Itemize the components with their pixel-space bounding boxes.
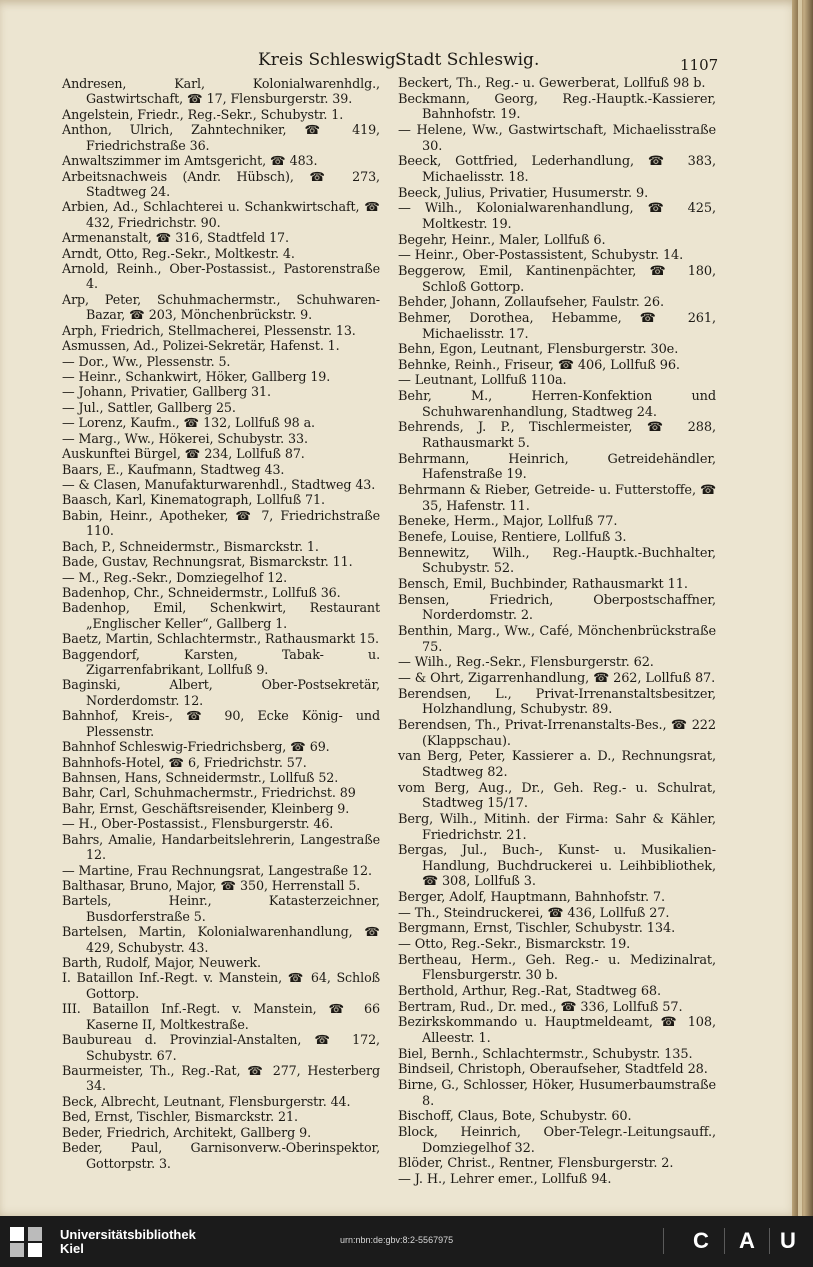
directory-entry: Berendsen, L., Privat-Irrenanstaltsbesitzer, Holzhandlung, Schubystr. 89. <box>398 686 716 718</box>
directory-entry: Behn, Egon, Leutnant, Flensburgerstr. 30e. <box>398 342 679 358</box>
directory-entry: Benefe, Louise, Rentiere, Lollfuß 3. <box>398 530 627 546</box>
library-name[interactable] <box>60 1228 196 1256</box>
book-edge-highlight <box>798 0 802 1216</box>
directory-entry: — Martine, Frau Rechnungsrat, Langestraße 12. <box>62 862 372 878</box>
directory-entry: Birne, G., Schlosser, Höker, Husumerbaumstraße 8. <box>398 1078 716 1109</box>
directory-entry: I. Bataillon Inf.-Regt. v. Manstein, ☎ 64, Schloß Gottorp. <box>62 970 380 1001</box>
library-name-line2: Kiel <box>60 1241 84 1256</box>
directory-entry: Behder, Johann, Zollaufseher, Faulstr. 26. <box>398 295 664 311</box>
directory-entry: Angelstein, Friedr., Reg.-Sekr., Schubystr. 1. <box>62 106 344 122</box>
directory-entry: Bahnhofs-Hotel, ☎ 6, Friedrichstr. 57. <box>62 754 307 770</box>
directory-entry: — Helene, Ww., Gastwirtschaft, Michaelisstraße 30. <box>398 122 716 154</box>
directory-entry: Auskunftei Bürgel, ☎ 234, Lollfuß 87. <box>62 446 305 462</box>
cau-letter-u[interactable]: U <box>780 1228 796 1253</box>
directory-entry: Asmussen, Ad., Polizei-Sekretär, Hafenst. 1. <box>62 338 340 354</box>
library-name-line1: Universitätsbibliothek <box>60 1227 196 1242</box>
directory-entry: Bartels, Heinr., Katasterzeichner, Busdorferstraße 5. <box>62 893 380 924</box>
directory-entry: Behrmann & Rieber, Getreide- u. Futterstoffe, ☎ 35, Hafenstr. 11. <box>398 483 716 514</box>
directory-entry: Baars, E., Kaufmann, Stadtweg 43. <box>62 461 285 477</box>
directory-entry: Beggerow, Emil, Kantinenpächter, ☎ 180, Schloß Gottorp. <box>398 263 716 295</box>
directory-entry: Baasch, Karl, Kinematograph, Lollfuß 71. <box>62 492 325 508</box>
directory-entry: Bindseil, Christoph, Oberaufseher, Stadtfeld 28. <box>398 1062 708 1078</box>
directory-entry: Biel, Bernh., Schlachtermstr., Schubystr. 135. <box>398 1046 693 1062</box>
directory-entry: Bed, Ernst, Tischler, Bismarckstr. 21. <box>62 1109 298 1125</box>
directory-entry: Bahrs, Amalie, Handarbeitslehrerin, Langestraße 12. <box>62 831 380 863</box>
directory-entry: — Leutnant, Lollfuß 110a. <box>398 373 567 389</box>
directory-entry: Begehr, Heinr., Maler, Lollfuß 6. <box>398 232 606 248</box>
directory-entry: Behmer, Dorothea, Hebamme, ☎ 261, Michaelisstr. 17. <box>398 310 716 342</box>
directory-entry: Arnold, Reinh., Ober-Postassist., Pastorenstraße 4. <box>62 261 380 292</box>
directory-entry: — Dor., Ww., Plessenstr. 5. <box>62 353 231 369</box>
library-logo-icon <box>10 1227 42 1257</box>
directory-entry: Bergas, Jul., Buch-, Kunst- u. Musikalien-Handlung, Buchdruckerei u. Leihbibliothek, ☎ 308, Lollfuß 3. <box>398 843 716 890</box>
directory-entry: Bertram, Rud., Dr. med., ☎ 336, Lollfuß 57. <box>398 999 683 1015</box>
directory-entry: Arph, Friedrich, Stellmacherei, Plessenstr. 13. <box>62 322 356 338</box>
directory-entry: Babin, Heinr., Apotheker, ☎ 7, Friedrichstraße 110. <box>62 507 380 539</box>
directory-entry: — Wilh., Reg.-Sekr., Flensburgerstr. 62. <box>398 655 654 671</box>
cau-divider <box>724 1228 725 1254</box>
directory-entry: — H., Ober-Postassist., Flensburgerstr. 46. <box>62 816 334 832</box>
directory-entry: — & Ohrt, Zigarrenhandlung, ☎ 262, Lollfuß 87. <box>398 670 716 686</box>
directory-entry: — Jul., Sattler, Gallberg 25. <box>62 399 236 415</box>
directory-entry: Beder, Friedrich, Architekt, Gallberg 9. <box>62 1124 312 1140</box>
directory-entry: Baginski, Albert, Ober-Postsekretär, Norderdomstr. 12. <box>62 677 380 708</box>
page-number: 1107 <box>680 56 719 74</box>
cau-divider <box>663 1228 664 1254</box>
directory-entry: Behnke, Reinh., Friseur, ☎ 406, Lollfuß 96. <box>398 357 680 373</box>
book-edge <box>792 0 813 1216</box>
directory-entry: Beneke, Herm., Major, Lollfuß 77. <box>398 514 618 530</box>
directory-entry: Baubureau d. Provinzial-Anstalten, ☎ 172, Schubystr. 67. <box>62 1032 380 1063</box>
directory-entry: Arndt, Otto, Reg.-Sekr., Moltkestr. 4. <box>62 245 295 261</box>
directory-entry: Bezirkskommando u. Hauptmeldeamt, ☎ 108, Alleestr. 1. <box>398 1015 716 1047</box>
directory-entry: Bergmann, Ernst, Tischler, Schubystr. 134. <box>398 921 676 937</box>
directory-entry: Behr, M., Herren-Konfektion und Schuhwarenhandlung, Stadtweg 24. <box>398 389 716 420</box>
directory-entry: Bahnsen, Hans, Schneidermstr., Lollfuß 52. <box>62 769 339 785</box>
directory-entry: Bahnhof Schleswig-Friedrichsberg, ☎ 69. <box>62 739 330 755</box>
directory-entry: III. Bataillon Inf.-Regt. v. Manstein, ☎ 66 Kaserne II, Moltkestraße. <box>62 1001 380 1032</box>
directory-entry: Berg, Wilh., Mitinh. der Firma: Sahr & Kähler, Friedrichstr. 21. <box>398 811 716 843</box>
directory-entry: Bischoff, Claus, Bote, Schubystr. 60. <box>398 1109 632 1125</box>
directory-entry: — Th., Steindruckerei, ☎ 436, Lollfuß 27. <box>398 905 670 921</box>
directory-entry: Baurmeister, Th., Reg.-Rat, ☎ 277, Hesterberg 34. <box>62 1063 380 1094</box>
directory-entry: Beder, Paul, Garnisonverw.-Oberinspektor, Gottorpstr. 3. <box>62 1140 380 1171</box>
directory-entry: Andresen, Karl, Kolonialwarenhdlg., Gastwirtschaft, ☎ 17, Flensburgerstr. 39. <box>62 76 380 107</box>
directory-entry: Benthin, Marg., Ww., Café, Mönchenbrückstraße 75. <box>398 623 716 655</box>
directory-entry: Armenanstalt, ☎ 316, Stadtfeld 17. <box>62 230 289 246</box>
directory-entry: van Berg, Peter, Kassierer a. D., Rechnungsrat, Stadtweg 82. <box>398 749 716 780</box>
directory-entry: Behrends, J. P., Tischlermeister, ☎ 288, Rathausmarkt 5. <box>398 420 716 452</box>
directory-entry: Berthold, Arthur, Reg.-Rat, Stadtweg 68. <box>398 984 662 1000</box>
viewer-footer-bar <box>0 1216 813 1267</box>
directory-entry: Block, Heinrich, Ober-Telegr.-Leitungsauff., Domziegelhof 32. <box>398 1124 716 1156</box>
directory-entry: Bensch, Emil, Buchbinder, Rathausmarkt 11. <box>398 577 688 592</box>
directory-entry: Baetz, Martin, Schlachtermstr., Rathausmarkt 15. <box>62 631 379 647</box>
directory-entry: Arp, Peter, Schuhmachermstr., Schuhwaren-Bazar, ☎ 203, Mönchenbrückstr. 9. <box>62 291 380 323</box>
directory-entry: Blöder, Christ., Rentner, Flensburgerstr. 2. <box>398 1156 674 1172</box>
left-column <box>62 76 380 1171</box>
directory-entry: — & Clasen, Manufakturwarenhdl., Stadtweg 43. <box>62 476 376 492</box>
directory-entry: — Johann, Privatier, Gallberg 31. <box>62 384 271 400</box>
directory-entry: Balthasar, Bruno, Major, ☎ 350, Herrenstall 5. <box>62 877 361 893</box>
directory-entry: Beckmann, Georg, Reg.-Hauptk.-Kassierer, Bahnhofstr. 19. <box>398 91 716 123</box>
directory-entry: Badenhop, Emil, Schenkwirt, Restaurant „Englischer Keller“, Gallberg 1. <box>62 600 380 631</box>
directory-entry: — J. H., Lehrer emer., Lollfuß 94. <box>398 1171 612 1187</box>
directory-entry: Berendsen, Th., Privat-Irrenanstalts-Bes., ☎ 222 (Klappschau). <box>398 717 716 749</box>
directory-entry: Behrmann, Heinrich, Getreidehändler, Hafenstraße 19. <box>398 451 716 483</box>
directory-entry: Beckert, Th., Reg.- u. Gewerberat, Lollfuß 98 b. <box>398 76 706 91</box>
directory-entry: — M., Reg.-Sekr., Domziegelhof 12. <box>62 569 288 585</box>
directory-entry: Bensen, Friedrich, Oberpostschaffner, Norderdomstr. 2. <box>398 592 716 624</box>
directory-entry: — Heinr., Schankwirt, Höker, Gallberg 19. <box>62 369 331 385</box>
cau-letter-a[interactable]: A <box>739 1228 755 1253</box>
directory-entry: Bahr, Ernst, Geschäftsreisender, Kleinberg 9. <box>62 800 350 816</box>
directory-entry: Berger, Adolf, Hauptmann, Bahnhofstr. 7. <box>398 890 666 906</box>
directory-entry: Arbien, Ad., Schlachterei u. Schankwirtschaft, ☎ 432, Friedrichstr. 90. <box>62 199 380 230</box>
directory-entry: Badenhop, Chr., Schneidermstr., Lollfuß 36. <box>62 584 341 600</box>
directory-entry: — Lorenz, Kaufm., ☎ 132, Lollfuß 98 a. <box>62 415 315 431</box>
directory-entry: Bahr, Carl, Schuhmachermstr., Friedrichst. 89 <box>62 785 356 801</box>
directory-entry: — Otto, Reg.-Sekr., Bismarckstr. 19. <box>398 937 631 953</box>
directory-entry: Bertheau, Herm., Geh. Reg.- u. Medizinalrat, Flensburgerstr. 30 b. <box>398 952 716 984</box>
directory-entry: — Wilh., Kolonialwarenhandlung, ☎ 425, Moltkestr. 19. <box>398 201 716 232</box>
header-right-title: Stadt Schleswig. <box>395 50 540 70</box>
directory-entry: vom Berg, Aug., Dr., Geh. Reg.- u. Schulrat, Stadtweg 15/17. <box>398 780 716 812</box>
directory-entry: Arbeitsnachweis (Andr. Hübsch), ☎ 273, Stadtweg 24. <box>62 168 380 199</box>
directory-entry: Bennewitz, Wilh., Reg.-Hauptk.-Buchhalter, Schubystr. 52. <box>398 545 716 577</box>
directory-entry: — Heinr., Ober-Postassistent, Schubystr. 14. <box>398 248 684 264</box>
page-header <box>0 48 780 74</box>
directory-entry: Bade, Gustav, Rechnungsrat, Bismarckstr. 11. <box>62 554 353 570</box>
directory-entry: Anthon, Ulrich, Zahntechniker, ☎ 419, Friedrichstraße 36. <box>62 122 380 153</box>
directory-entry: Baggendorf, Karsten, Tabak- u. Zigarrenfabrikant, Lollfuß 9. <box>62 646 380 678</box>
cau-letter-c[interactable]: C <box>693 1228 709 1253</box>
directory-entry: Anwaltszimmer im Amtsgericht, ☎ 483. <box>62 153 318 169</box>
directory-entry: Bartelsen, Martin, Kolonialwarenhandlung, ☎ 429, Schubystr. 43. <box>62 924 380 955</box>
header-left-title: Kreis Schleswig. <box>258 50 402 70</box>
right-column <box>398 76 716 1188</box>
directory-entry: Barth, Rudolf, Major, Neuwerk. <box>62 955 261 971</box>
directory-entry: — Marg., Ww., Hökerei, Schubystr. 33. <box>62 430 308 446</box>
directory-entry: Beck, Albrecht, Leutnant, Flensburgerstr. 44. <box>62 1093 351 1109</box>
directory-entry: Bahnhof, Kreis-, ☎ 90, Ecke König- und Plessenstr. <box>62 708 380 739</box>
directory-entry: Beeck, Gottfried, Lederhandlung, ☎ 383, Michaelisstr. 18. <box>398 154 716 185</box>
urn-identifier: urn:nbn:de:gbv:8:2-5567975 <box>340 1235 454 1245</box>
directory-entry: Beeck, Julius, Privatier, Husumerstr. 9. <box>398 185 649 201</box>
directory-entry: Bach, P., Schneidermstr., Bismarckstr. 1. <box>62 538 319 554</box>
